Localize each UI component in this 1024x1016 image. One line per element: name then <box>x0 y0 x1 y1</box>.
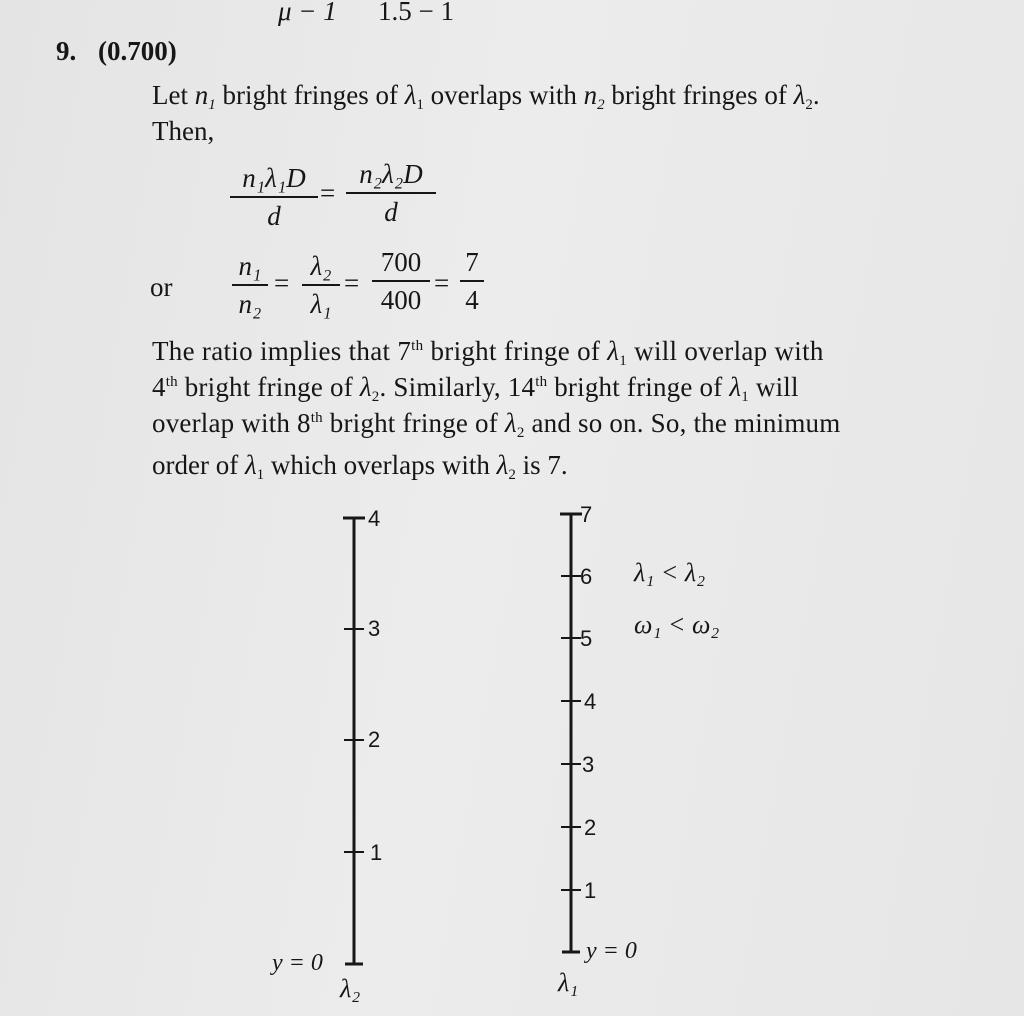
right-label-7: 7 <box>580 502 593 527</box>
left-label-1: 1 <box>370 840 383 865</box>
relation-omega: ω₁ < ω₂ <box>634 610 720 639</box>
intro-line-2: Then, <box>152 116 215 146</box>
right-label-1: 1 <box>584 878 597 903</box>
intro-line-1: Let $n_1$ bright fringes of $\lambda_1$ overlaps with $n_2$ bright fringes of $\lambda_2$. <box>152 80 820 113</box>
eq2-equals-1: = <box>274 268 290 298</box>
right-label-5: 5 <box>580 626 593 651</box>
right-label-4: 4 <box>584 689 597 714</box>
eq2-fraction-n: n₁ n₂ <box>232 250 268 320</box>
eq1-rhs-fraction: n₂λ₂D d <box>346 158 436 228</box>
header-mu-minus-1: μ − 1 <box>278 0 337 26</box>
paragraph-line-2: 4th bright fringe of $\lambda_2$. Similarly, 14th bright fringe of $\lambda_1$ will <box>152 372 799 405</box>
left-origin-label: y = 0 <box>272 950 323 976</box>
left-label-4: 4 <box>368 506 381 531</box>
header-1.5-minus-1: 1.5 − 1 <box>378 0 454 26</box>
relation-lambda: λ₁ < λ₂ <box>634 558 706 587</box>
left-bottom-lambda2: λ₂ <box>340 974 361 1003</box>
paragraph-line-4: order of $\lambda_1$ which overlaps with $\lambda_2$ is 7. <box>152 450 568 483</box>
problem-number: 9. <box>56 36 77 66</box>
right-origin-label: y = 0 <box>586 938 637 964</box>
eq1-equals: = <box>320 178 336 208</box>
right-label-6: 6 <box>580 564 593 589</box>
right-label-2: 2 <box>584 815 597 840</box>
eq2-equals-3: = <box>434 268 450 298</box>
eq2-equals-2: = <box>344 268 360 298</box>
eq2-fraction-700-400: 700 400 <box>372 246 430 316</box>
paragraph-line-3: overlap with 8th bright fringe of $\lambda_2$ and so on. So, the minimum <box>152 408 841 441</box>
eq2-fraction-7-4: 7 4 <box>460 246 484 316</box>
right-bottom-lambda1: λ₁ <box>558 968 579 997</box>
left-label-3: 3 <box>368 616 381 641</box>
left-label-2: 2 <box>368 727 381 752</box>
problem-answer: (0.700) <box>98 36 177 66</box>
paragraph-line-1: The ratio implies that 7th bright fringe of $\lambda_1$ will overlap with <box>152 336 824 369</box>
eq2-fraction-lambda: λ₂ λ₁ <box>302 250 340 320</box>
eq1-lhs-fraction: n₁λ₁D d <box>230 162 318 232</box>
eq2-or: or <box>150 272 173 302</box>
right-label-3: 3 <box>582 752 595 777</box>
